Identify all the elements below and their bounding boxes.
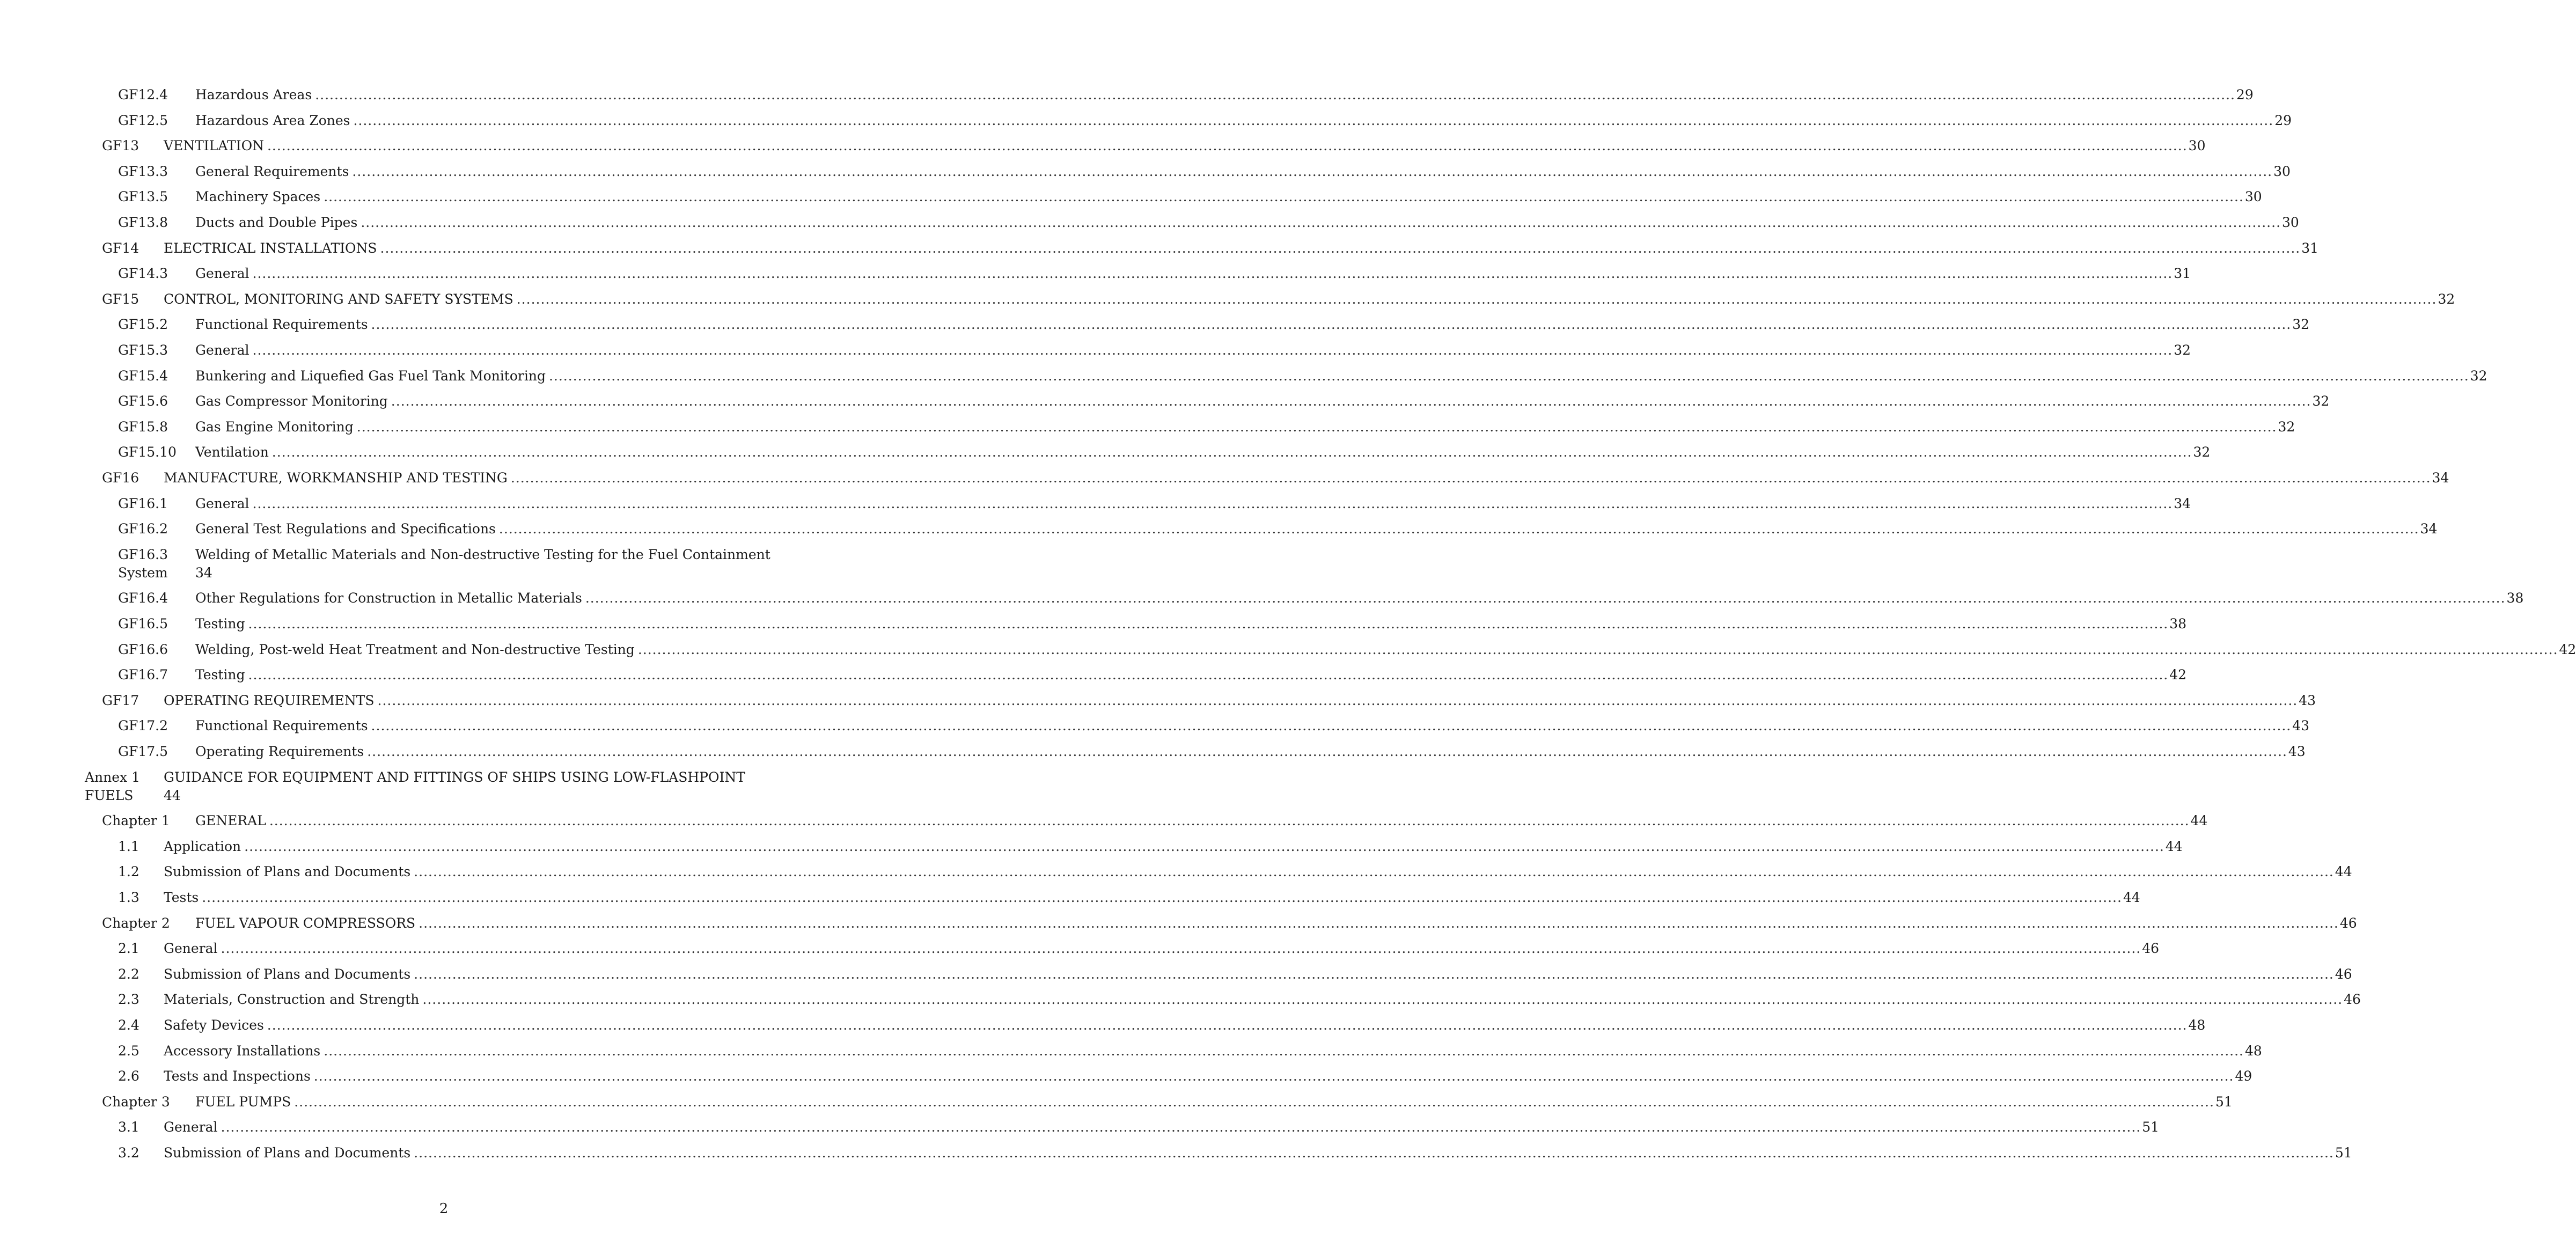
toc-entry-page: 46 [2344,992,2361,1008]
dot-leader: ................................................................................................................................................................................................................................................................................................................................................................................................................ [267,1017,2188,1033]
toc-entry-title: Welding of Metallic Materials and Non-destructive Testing for the Fuel Containment [195,546,770,562]
toc-entry-page: 51 [2142,1119,2160,1135]
dot-leader: ................................................................................................................................................................................................................................................................................................................................................................................................................ [267,138,2188,154]
toc-entry-page: 44 [2165,838,2183,854]
toc-entry-title: Tests [164,889,202,907]
toc-entry-page: 46 [2339,915,2357,931]
dot-leader: ................................................................................................................................................................................................................................................................................................................................................................................................................ [252,342,2173,358]
toc-entry-number: 2.1 [118,941,140,957]
toc-entry[interactable] [102,469,2449,487]
toc-entry-title: Gas Compressor Monitoring [195,392,391,410]
toc-entry-page: 34 [2432,470,2449,486]
toc-entry-title: Ventilation [195,443,272,461]
toc-entry-title: FUEL PUMPS [195,1093,294,1111]
toc-entry-number: GF16.4 [118,590,168,606]
toc-entry-number: 2.5 [118,1043,140,1059]
toc-entry-page: 32 [2278,419,2295,435]
dot-leader: ................................................................................................................................................................................................................................................................................................................................................................................................................ [313,1068,2234,1084]
toc-entry[interactable] [118,214,2299,232]
toc-entry-wrapped[interactable] [118,546,809,582]
toc-entry[interactable] [118,717,2310,735]
toc-entry-page: 32 [2174,342,2191,358]
toc-entry[interactable] [118,418,2295,436]
toc-entry-page: 48 [2188,1017,2206,1033]
toc-entry-page: 43 [2299,692,2316,708]
toc-entry-title: Welding, Post-weld Heat Treatment and Non-destructive Testing [195,641,638,659]
toc-entry-title: Accessory Installations [164,1042,324,1060]
toc-entry[interactable] [118,863,2352,881]
toc-entry-number: GF12.4 [118,87,168,102]
toc-entry-number: GF15.10 [118,444,177,460]
toc-entry-number: 2.3 [118,992,140,1008]
toc-entry-title: Application [164,838,244,856]
toc-entry-title: Materials, Construction and Strength [164,990,422,1009]
dot-leader: ................................................................................................................................................................................................................................................................................................................................................................................................................ [352,163,2273,179]
toc-entry-page: 30 [2188,138,2206,154]
dot-leader: ................................................................................................................................................................................................................................................................................................................................................................................................................ [361,215,2281,230]
toc-entry-title: Operating Requirements [195,743,367,761]
toc-entry-page: 46 [2142,941,2160,957]
toc-entry[interactable] [118,495,2191,513]
toc-entry[interactable] [118,889,2140,907]
toc-entry-page: 43 [2288,744,2306,759]
toc-entry-page: 30 [2282,215,2299,230]
toc-entry-number: GF14 [102,240,140,256]
toc-entry-page: 31 [2174,266,2191,282]
toc-entry[interactable] [118,940,2160,958]
toc-entry-number: Annex 1 [85,769,141,785]
toc-entry[interactable] [118,163,2291,181]
dot-leader: ................................................................................................................................................................................................................................................................................................................................................................................................................ [252,266,2173,282]
toc-entry-page: 51 [2335,1145,2352,1161]
toc-entry[interactable] [118,112,2292,130]
toc-entry-number: GF15.8 [118,419,168,435]
toc-entry[interactable] [118,315,2310,334]
dot-leader: ................................................................................................................................................................................................................................................................................................................................................................................................................ [294,1093,2214,1110]
dot-leader: ................................................................................................................................................................................................................................................................................................................................................................................................................ [498,521,2419,537]
dot-leader: ................................................................................................................................................................................................................................................................................................................................................................................................................ [367,744,2287,759]
toc-entry-title: Tests and Inspections [164,1067,314,1085]
toc-entry-title: Testing [195,666,248,684]
toc-entry-page: 44 [2123,890,2140,905]
toc-entry-title: FUEL VAPOUR COMPRESSORS [195,914,419,933]
toc-entry-page: 32 [2193,444,2211,460]
toc-entry-number: 2.6 [118,1068,140,1084]
dot-leader: ................................................................................................................................................................................................................................................................................................................................................................................................................ [422,992,2343,1008]
toc-entry-number: GF16.2 [118,521,168,537]
toc-entry[interactable] [118,367,2487,385]
toc-entry-page: 32 [2438,291,2455,307]
toc-entry-number: 1.1 [118,838,140,854]
dot-leader: ................................................................................................................................................................................................................................................................................................................................................................................................................ [353,112,2274,128]
toc-entry-page: 38 [2169,616,2187,632]
toc-entry-title: Hazardous Areas [195,86,315,104]
toc-entry[interactable] [118,520,2438,538]
toc-entry-page: 34 [2420,521,2438,537]
toc-entry-title: General Requirements [195,163,352,181]
toc-entry-number: GF13.3 [118,163,168,179]
dot-leader: ................................................................................................................................................................................................................................................................................................................................................................................................................ [371,317,2292,333]
toc-entry-number: Chapter 2 [102,915,170,931]
toc-entry-number: GF13 [102,138,140,154]
dot-leader: ................................................................................................................................................................................................................................................................................................................................................................................................................ [414,1145,2334,1161]
toc-entry-title: VENTILATION [164,137,267,155]
dot-leader: ................................................................................................................................................................................................................................................................................................................................................................................................................ [269,813,2190,829]
toc-entry-number: 3.2 [118,1145,140,1161]
toc-entry[interactable] [118,990,2361,1009]
page-number: 2 [439,1201,449,1217]
toc-entry[interactable] [118,965,2352,984]
toc-entry-title: Safety Devices [164,1016,267,1034]
toc-entry-wrapped[interactable] [85,768,809,805]
toc-entry-page: 44 [2335,864,2352,880]
toc-entry-title: Testing [195,615,248,633]
toc-entry-page: 38 [2506,590,2524,606]
toc-entry-number: GF16.5 [118,616,168,632]
toc-entry-title: Ducts and Double Pipes [195,214,361,232]
dot-leader: ................................................................................................................................................................................................................................................................................................................................................................................................................ [324,1043,2244,1059]
toc-entry-title: GENERAL [195,812,269,830]
toc-entry-title: OPERATING REQUIREMENTS [164,692,378,710]
dot-leader: ................................................................................................................................................................................................................................................................................................................................................................................................................ [356,419,2277,435]
dot-leader: ................................................................................................................................................................................................................................................................................................................................................................................................................ [585,590,2506,606]
toc-entry-title: General [195,265,253,283]
dot-leader: ................................................................................................................................................................................................................................................................................................................................................................................................................ [380,240,2301,256]
toc-entry-title: CONTROL, MONITORING AND SAFETY SYSTEMS [164,290,517,309]
toc-entry-number: GF15 [102,291,140,307]
toc-entry[interactable] [102,137,2206,155]
dot-leader: ................................................................................................................................................................................................................................................................................................................................................................................................................ [271,444,2192,460]
toc-entry-number: GF17.5 [118,744,168,759]
toc-entry[interactable] [118,1016,2206,1034]
toc-entry-page: 48 [2244,1043,2262,1059]
toc-entry-number: GF16.7 [118,667,168,683]
toc-entry-page: 34 [195,564,212,581]
toc-entry-page: 32 [2312,393,2330,409]
toc-entry-number: 3.1 [118,1119,140,1135]
dot-leader: ................................................................................................................................................................................................................................................................................................................................................................................................................ [221,941,2141,957]
toc-entry-title: Other Regulations for Construction in Metallic Materials [195,589,585,607]
toc-entry-number: GF12.5 [118,112,168,128]
toc-entry[interactable] [118,589,2524,607]
toc-entry-page: 46 [2335,966,2352,982]
toc-entry-title: General [195,495,253,513]
toc-entry-page: 42 [2559,641,2576,657]
dot-leader: ................................................................................................................................................................................................................................................................................................................................................................................................................ [315,87,2235,102]
dot-leader: ................................................................................................................................................................................................................................................................................................................................................................................................................ [248,667,2169,683]
toc-entry-number: 2.4 [118,1017,140,1033]
toc-entry[interactable] [118,743,2306,761]
dot-leader: ................................................................................................................................................................................................................................................................................................................................................................................................................ [324,189,2244,205]
toc-entry-number: GF13.8 [118,215,168,230]
toc-entry-title: Submission of Plans and Documents [164,965,414,984]
toc-entry-title: General [164,940,221,958]
toc-entry-number: 1.2 [118,864,140,880]
toc-entry[interactable] [118,838,2183,856]
dot-leader: ................................................................................................................................................................................................................................................................................................................................................................................................................ [377,692,2298,708]
toc-entry-title: General Test Regulations and Specifications [195,520,499,538]
toc-entry[interactable] [118,1144,2352,1162]
toc-entry-number: GF16 [102,470,140,486]
toc-entry-title: General [195,341,253,359]
dot-leader: ................................................................................................................................................................................................................................................................................................................................................................................................................ [252,495,2173,511]
toc-entry[interactable] [118,265,2191,283]
toc-entry-number: GF16.6 [118,641,168,657]
toc-entry-number: GF17 [102,692,140,708]
toc-entry-number: Chapter 3 [102,1093,170,1110]
toc-entry[interactable] [102,692,2316,710]
toc-entry-title: Bunkering and Liquefied Gas Fuel Tank Monitoring [195,367,549,385]
toc-entry-page: 49 [2235,1068,2252,1084]
toc-entry[interactable] [118,666,2187,684]
toc-entry-number: GF16.3 [118,546,168,562]
toc-entry[interactable] [118,188,2262,206]
toc-entry[interactable] [102,290,2455,309]
dot-leader: ................................................................................................................................................................................................................................................................................................................................................................................................................ [244,838,2164,854]
toc-entry-title: Machinery Spaces [195,188,324,206]
toc-entry-page: 31 [2301,240,2319,256]
dot-leader: ................................................................................................................................................................................................................................................................................................................................................................................................................ [637,641,2558,657]
toc-entry-number: 1.3 [118,890,140,905]
toc-entry[interactable] [118,1067,2252,1085]
toc-entry-title: Submission of Plans and Documents [164,863,414,881]
toc-entry[interactable] [118,615,2187,633]
dot-leader: ................................................................................................................................................................................................................................................................................................................................................................................................................ [391,393,2311,409]
toc-entry-title: GUIDANCE FOR EQUIPMENT AND FITTINGS OF SHIPS USING LOW-FLASHPOINT [164,769,745,785]
dot-leader: ................................................................................................................................................................................................................................................................................................................................................................................................................ [510,470,2431,486]
toc-entry[interactable] [102,914,2357,933]
toc-entry-number: Chapter 1 [102,813,170,829]
dot-leader: ................................................................................................................................................................................................................................................................................................................................................................................................................ [371,718,2292,734]
toc-entry-title: Hazardous Area Zones [195,112,353,130]
toc-entry-number: GF15.2 [118,317,168,333]
toc-entry[interactable] [118,641,2576,659]
dot-leader: ................................................................................................................................................................................................................................................................................................................................................................................................................ [548,368,2469,384]
toc-entry[interactable] [102,239,2319,258]
toc-entry[interactable] [118,392,2330,410]
toc-entry-number: GF14.3 [118,266,168,282]
toc-entry-title: MANUFACTURE, WORKMANSHIP AND TESTING [164,469,511,487]
toc-entry-title: General [164,1118,221,1136]
dot-leader: ................................................................................................................................................................................................................................................................................................................................................................................................................ [248,616,2169,632]
toc-entry-page: 32 [2292,317,2310,333]
toc-entry-page: 34 [2174,495,2191,511]
toc-entry-page: 32 [2470,368,2487,384]
toc-entry[interactable] [118,341,2191,359]
dot-leader: ................................................................................................................................................................................................................................................................................................................................................................................................................ [419,915,2339,931]
dot-leader: ................................................................................................................................................................................................................................................................................................................................................................................................................ [221,1119,2141,1135]
toc-entry-number: 2.2 [118,966,140,982]
toc-entry[interactable] [118,1118,2160,1136]
toc-entry-page: 29 [2274,112,2292,128]
toc-entry-page: 44 [2190,813,2208,829]
toc-entry-number: GF16.1 [118,495,168,511]
toc-entry-page: 30 [2273,163,2291,179]
toc-entry-number: GF17.2 [118,718,168,734]
dot-leader: ................................................................................................................................................................................................................................................................................................................................................................................................................ [414,966,2334,982]
toc-entry[interactable] [102,1093,2233,1111]
toc-entry-page: 42 [2169,667,2187,683]
toc-entry-title: Gas Engine Monitoring [195,418,357,436]
toc-entry-title-continuation: System [118,564,168,581]
toc-entry-page: 30 [2244,189,2262,205]
toc-entry-title: ELECTRICAL INSTALLATIONS [164,239,380,258]
toc-entry-page: 44 [164,787,181,803]
toc-entry-number: GF15.3 [118,342,168,358]
toc-entry-page: 51 [2215,1093,2233,1110]
toc-entry-page: 29 [2236,87,2254,102]
toc-entry[interactable] [118,86,2254,104]
toc-entry-number: GF15.4 [118,368,168,384]
toc-entry-number: GF13.5 [118,189,168,205]
toc-entry-number: GF15.6 [118,393,168,409]
toc-entry-page: 43 [2292,718,2310,734]
toc-entry[interactable] [118,1042,2262,1060]
toc-entry[interactable] [102,812,2208,830]
dot-leader: ................................................................................................................................................................................................................................................................................................................................................................................................................ [202,890,2122,905]
toc-entry-title: Functional Requirements [195,315,371,334]
toc-entry-title-continuation: FUELS [85,787,134,803]
toc-entry[interactable] [118,443,2211,461]
toc-entry-title: Submission of Plans and Documents [164,1144,414,1162]
dot-leader: ................................................................................................................................................................................................................................................................................................................................................................................................................ [516,291,2437,307]
dot-leader: ................................................................................................................................................................................................................................................................................................................................................................................................................ [414,864,2334,880]
toc-entry-title: Functional Requirements [195,717,371,735]
